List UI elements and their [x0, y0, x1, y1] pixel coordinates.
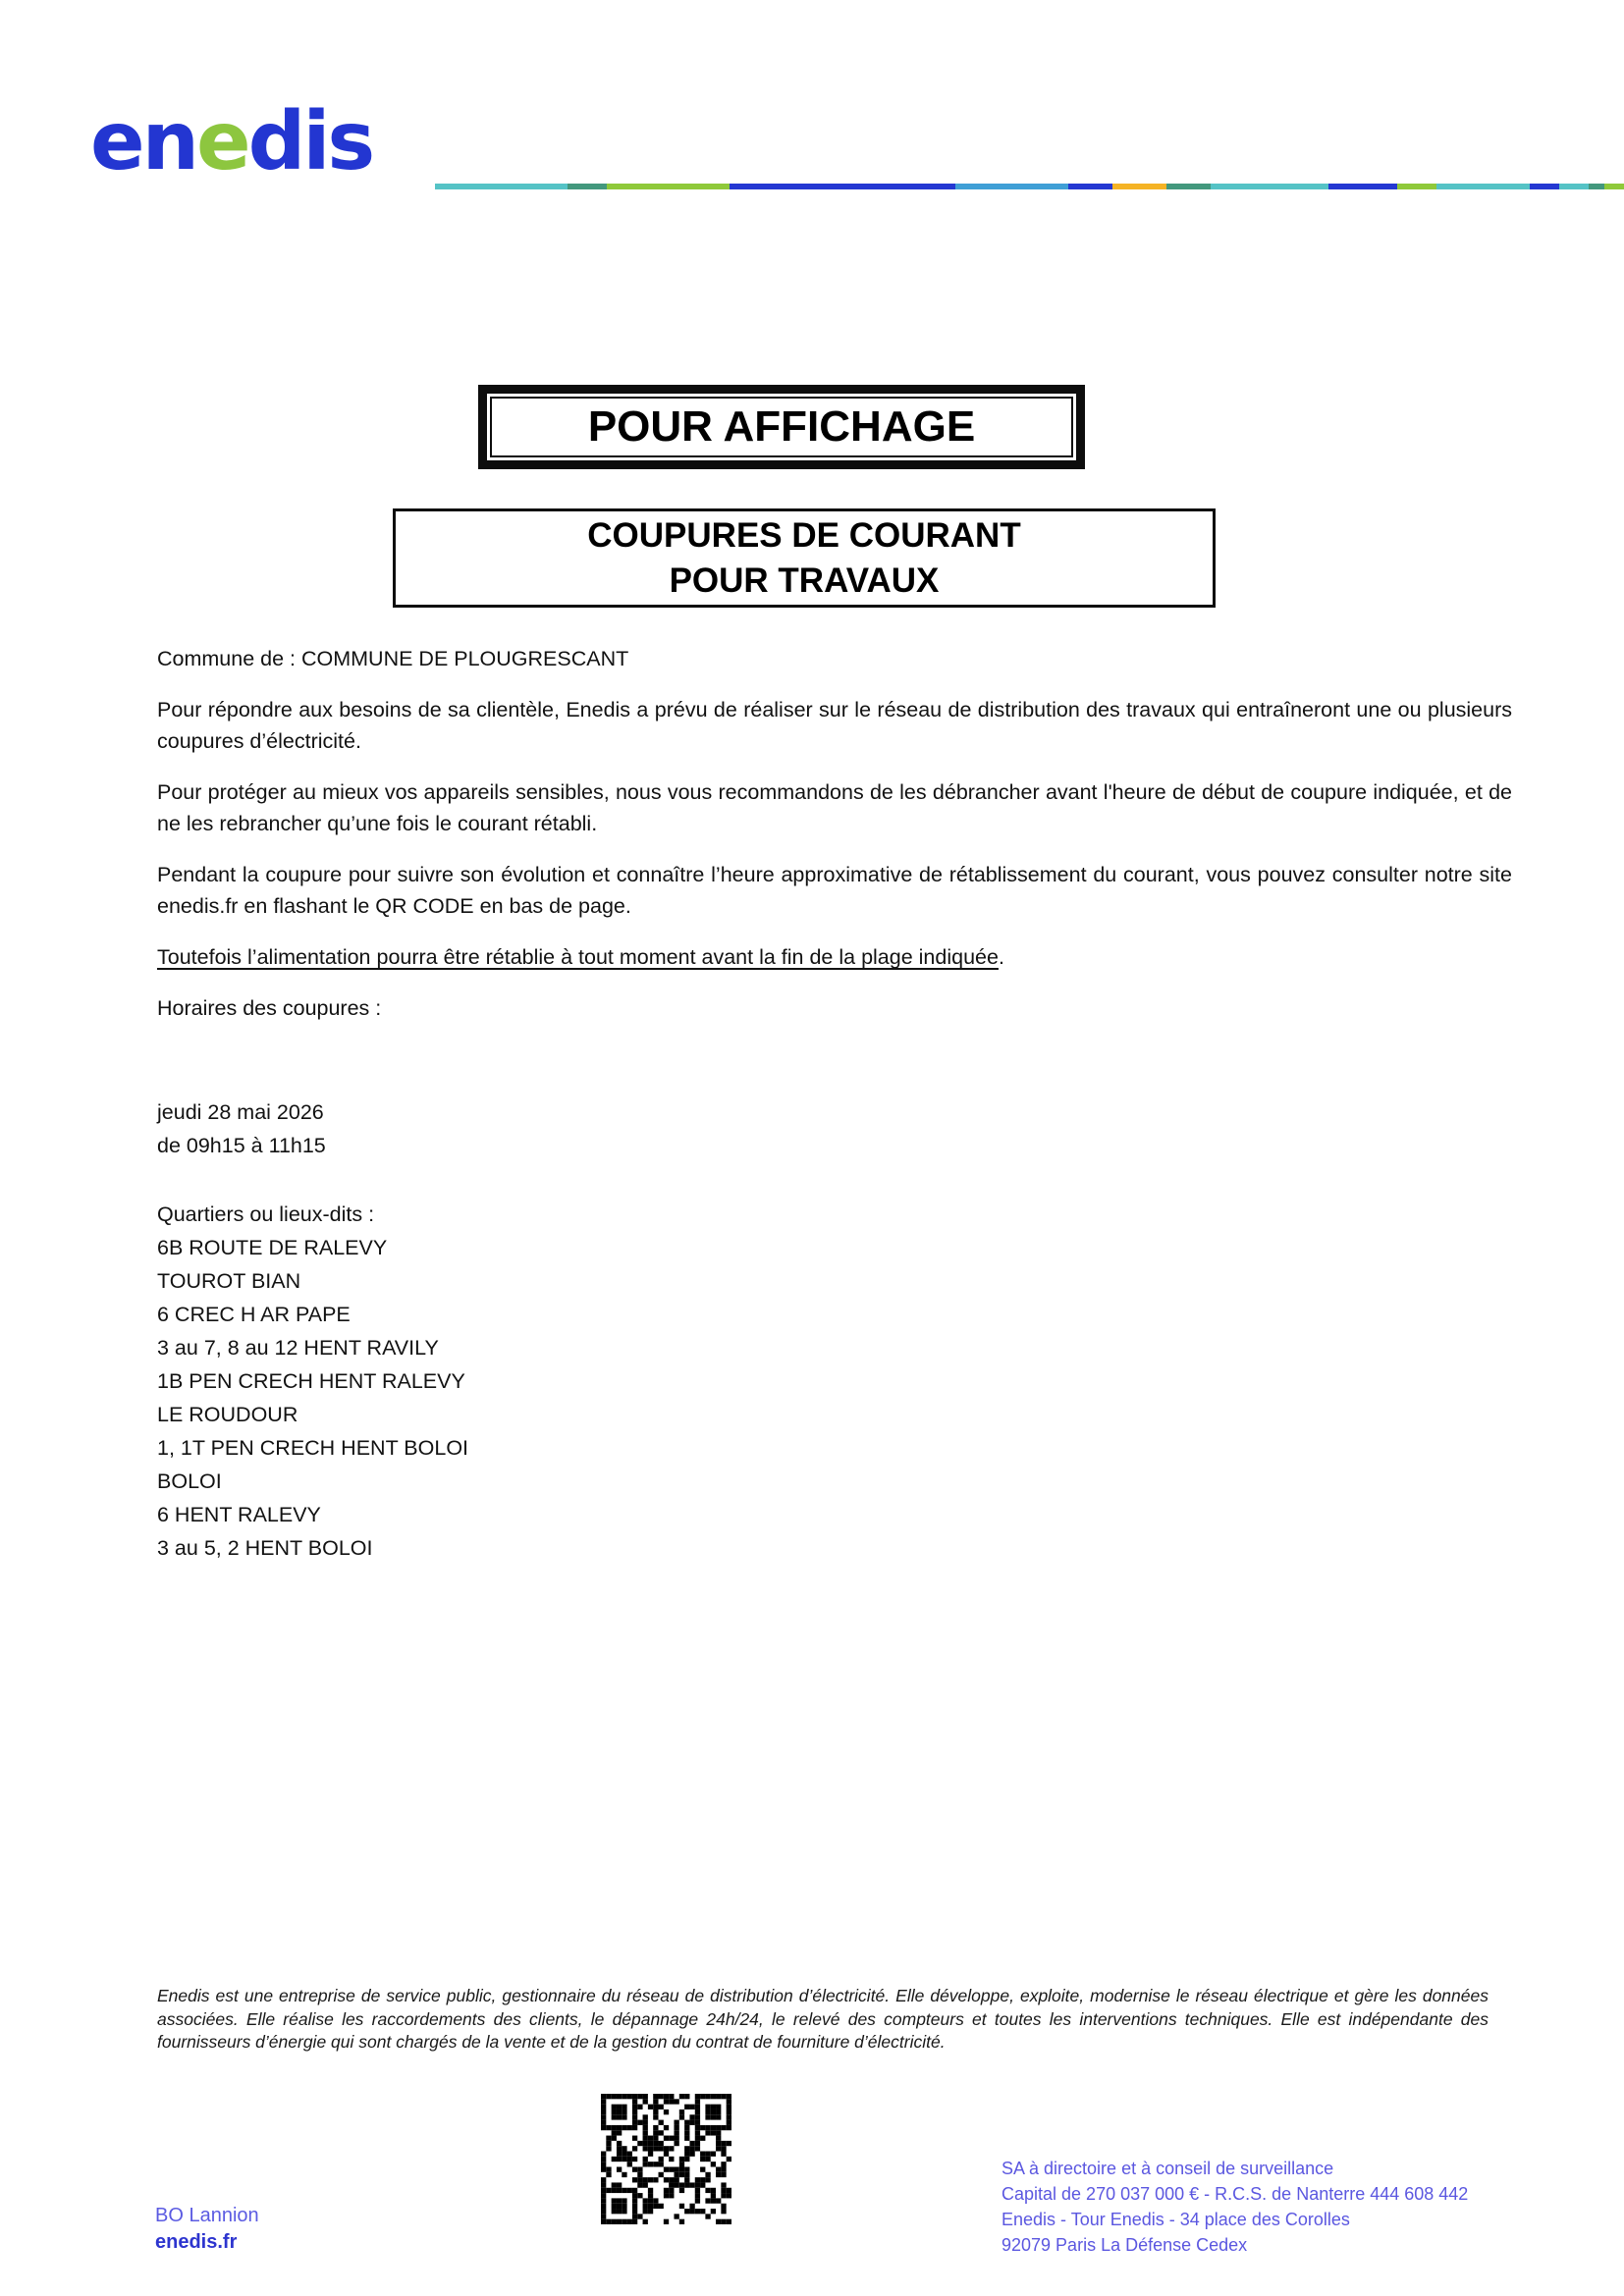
notice-underlined: Toutefois l’alimentation pourra être rétablie à tout moment avant la fin de la plage indiquée: [157, 945, 999, 969]
schedule-time: de 09h15 à 11h15: [157, 1134, 326, 1157]
banner-title: POUR AFFICHAGE: [587, 402, 976, 451]
quartier-item: 6 HENT RALEVY: [157, 1503, 321, 1526]
quartier-item: BOLOI: [157, 1469, 222, 1493]
brand-stripe-segment: [730, 184, 955, 189]
body-text: [157, 643, 1512, 1043]
company-info-line: 92079 Paris La Défense Cedex: [1001, 2235, 1248, 2255]
brand-stripe-segment: [1604, 184, 1624, 189]
brand-stripe-segment: [1166, 184, 1211, 189]
brand-stripe-segment: [1589, 184, 1604, 189]
brand-stripe-segment: [1397, 184, 1436, 189]
horaires-label: Horaires des coupures :: [157, 996, 382, 1020]
affichage-banner-inner: [490, 397, 1073, 457]
quartier-item: 6B ROUTE DE RALEVY: [157, 1236, 388, 1259]
qr-code: [601, 2094, 731, 2224]
quartier-item: LE ROUDOUR: [157, 1403, 298, 1426]
brand-stripe-segment: [1436, 184, 1530, 189]
company-info-line: SA à directoire et à conseil de surveillance: [1001, 2159, 1334, 2178]
quartier-item: 1B PEN CRECH HENT RALEVY: [157, 1369, 465, 1393]
quartiers-label: Quartiers ou lieux-dits :: [157, 1202, 375, 1226]
brand-stripe-segment: [568, 184, 607, 189]
subtitle-line1: COUPURES DE COURANT: [587, 515, 1021, 555]
enedis-logo: [90, 95, 373, 188]
company-info: [1001, 2156, 1468, 2258]
quartier-item: 3 au 5, 2 HENT BOLOI: [157, 1536, 373, 1560]
affichage-banner: [478, 385, 1085, 469]
quartiers-block: [157, 1198, 468, 1565]
paragraph-qrcode: Pendant la coupure pour suivre son évolution et connaître l’heure approximative de rétablissement du courant, vous pouvez consulter notre site enedis.fr en flashant le QR CODE en bas de page.: [157, 863, 1512, 918]
quartier-item: 1, 1T PEN CRECH HENT BOLOI: [157, 1436, 469, 1460]
brand-stripe-segment: [435, 184, 568, 189]
brand-stripe-segment: [1112, 184, 1166, 189]
company-info-line: Enedis - Tour Enedis - 34 place des Corolles: [1001, 2210, 1350, 2229]
subtitle-box: [393, 508, 1216, 608]
about-paragraph: Enedis est une entreprise de service public, gestionnaire du réseau de distribution d’électricité. Elle développe, exploite, modernise le réseau électrique et gère les données associées. Elle réalise les raccordements des clients, le dépannage 24h/24, le relevé des compteurs et toutes les interventions techniques. Elle est indépendante des fournisseurs d’énergie qui sont chargés de la vente et de la gestion du contrat de fourniture d’électricité.: [157, 1986, 1489, 2052]
paragraph-intro: Pour répondre aux besoins de sa clientèle, Enedis a prévu de réaliser sur le réseau de distribution des travaux qui entraîneront une ou plusieurs coupures d’électricité.: [157, 698, 1512, 753]
logo-text-part: dis: [247, 95, 373, 188]
paragraph-advice: Pour protéger au mieux vos appareils sensibles, nous vous recommandons de les débrancher avant l'heure de début de coupure indiquée, et de ne les rebrancher qu’une fois le courant rétabli.: [157, 780, 1512, 835]
quartiers-list: [157, 1231, 468, 1565]
brand-stripe-segment: [607, 184, 730, 189]
company-info-line: Capital de 270 037 000 € - R.C.S. de Nanterre 444 608 442: [1001, 2184, 1469, 2204]
subtitle-line2: POUR TRAVAUX: [669, 561, 940, 600]
office-name: BO Lannion: [155, 2205, 259, 2226]
logo-text-part-green: e: [196, 95, 248, 188]
brand-stripe: [435, 184, 1624, 189]
brand-stripe-segment: [955, 184, 1068, 189]
brand-stripe-segment: [1530, 184, 1559, 189]
brand-stripe-segment: [1211, 184, 1328, 189]
quartier-item: 3 au 7, 8 au 12 HENT RAVILY: [157, 1336, 439, 1360]
quartier-item: 6 CREC H AR PAPE: [157, 1303, 351, 1326]
website-text: enedis.fr: [155, 2231, 238, 2253]
brand-stripe-segment: [1328, 184, 1397, 189]
schedule-date: jeudi 28 mai 2026: [157, 1100, 324, 1124]
notice-period: .: [998, 945, 1004, 969]
logo-text-part: en: [90, 95, 196, 188]
schedule-block: [157, 1095, 326, 1162]
commune-line: Commune de : COMMUNE DE PLOUGRESCANT: [157, 647, 629, 670]
brand-stripe-segment: [1559, 184, 1589, 189]
notice-line: [157, 941, 1512, 973]
office-block: [155, 2203, 259, 2256]
quartier-item: TOUROT BIAN: [157, 1269, 301, 1293]
brand-stripe-segment: [1068, 184, 1112, 189]
